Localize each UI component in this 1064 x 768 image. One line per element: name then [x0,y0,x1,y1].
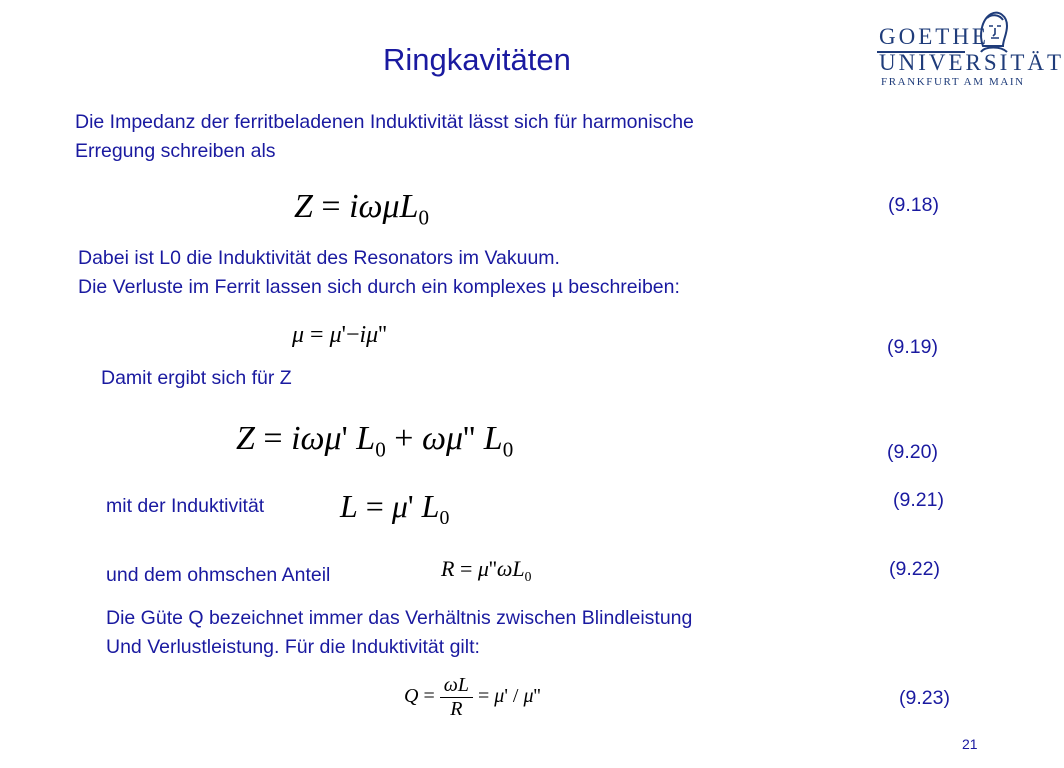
equation-number-9-23: (9.23) [899,687,950,709]
ohmscher-anteil-label: und dem ohmschen Anteil [106,564,331,586]
damit-text: Damit ergibt sich für Z [101,367,292,389]
equation-number-9-19: (9.19) [887,336,938,358]
equation-number-9-18: (9.18) [888,194,939,216]
logo-frankfurt-text: FRANKFURT AM MAIN [881,76,1025,88]
goethe-portrait-icon [969,6,1017,54]
goethe-university-logo [877,6,1064,96]
intro-line-1: Die Impedanz der ferritbeladenen Induktivität lässt sich für harmonische [75,111,694,133]
equation-9-22: $R = \mu''\omega L_0$ [441,556,532,584]
guete-line-2: Und Verlustleistung. Für die Induktivität gilt: [106,636,480,658]
slide-title: Ringkavitäten [383,42,571,77]
intro-line-2: Erregung schreiben als [75,140,276,162]
equation-9-19: μ = μ'−iμ'' [292,322,387,348]
mit-induktivitaet-label: mit der Induktivität [106,495,265,517]
equation-9-18: Z = iωμL$_0$ [294,188,430,230]
equation-9-23: Q = $\frac{\omega L}{R}$ = μ' / μ'' [404,674,541,720]
equation-9-20: Z = iωμ' $L_0 + \omega\mu''$ $L_0$ [236,420,514,462]
page-number: 21 [962,736,978,752]
equation-9-21: L = μ' $L_0$ [340,488,450,529]
equation-number-9-22: (9.22) [889,558,940,580]
guete-line-1: Die Güte Q bezeichnet immer das Verhältnis zwischen Blindleistung [106,607,693,629]
logo-goethe-text: GOETHE [879,24,989,49]
dabei-line-2: Die Verluste im Ferrit lassen sich durch ein komplexes µ beschreiben: [78,276,680,298]
dabei-line-1: Dabei ist L0 die Induktivität des Resonators im Vakuum. [78,247,560,269]
equation-number-9-21: (9.21) [893,489,944,511]
logo-universitaet-text: UNIVERSITÄT [879,50,1064,75]
q-fraction: $\frac{\omega L}{R}$ [440,674,473,721]
equation-number-9-20: (9.20) [887,441,938,463]
